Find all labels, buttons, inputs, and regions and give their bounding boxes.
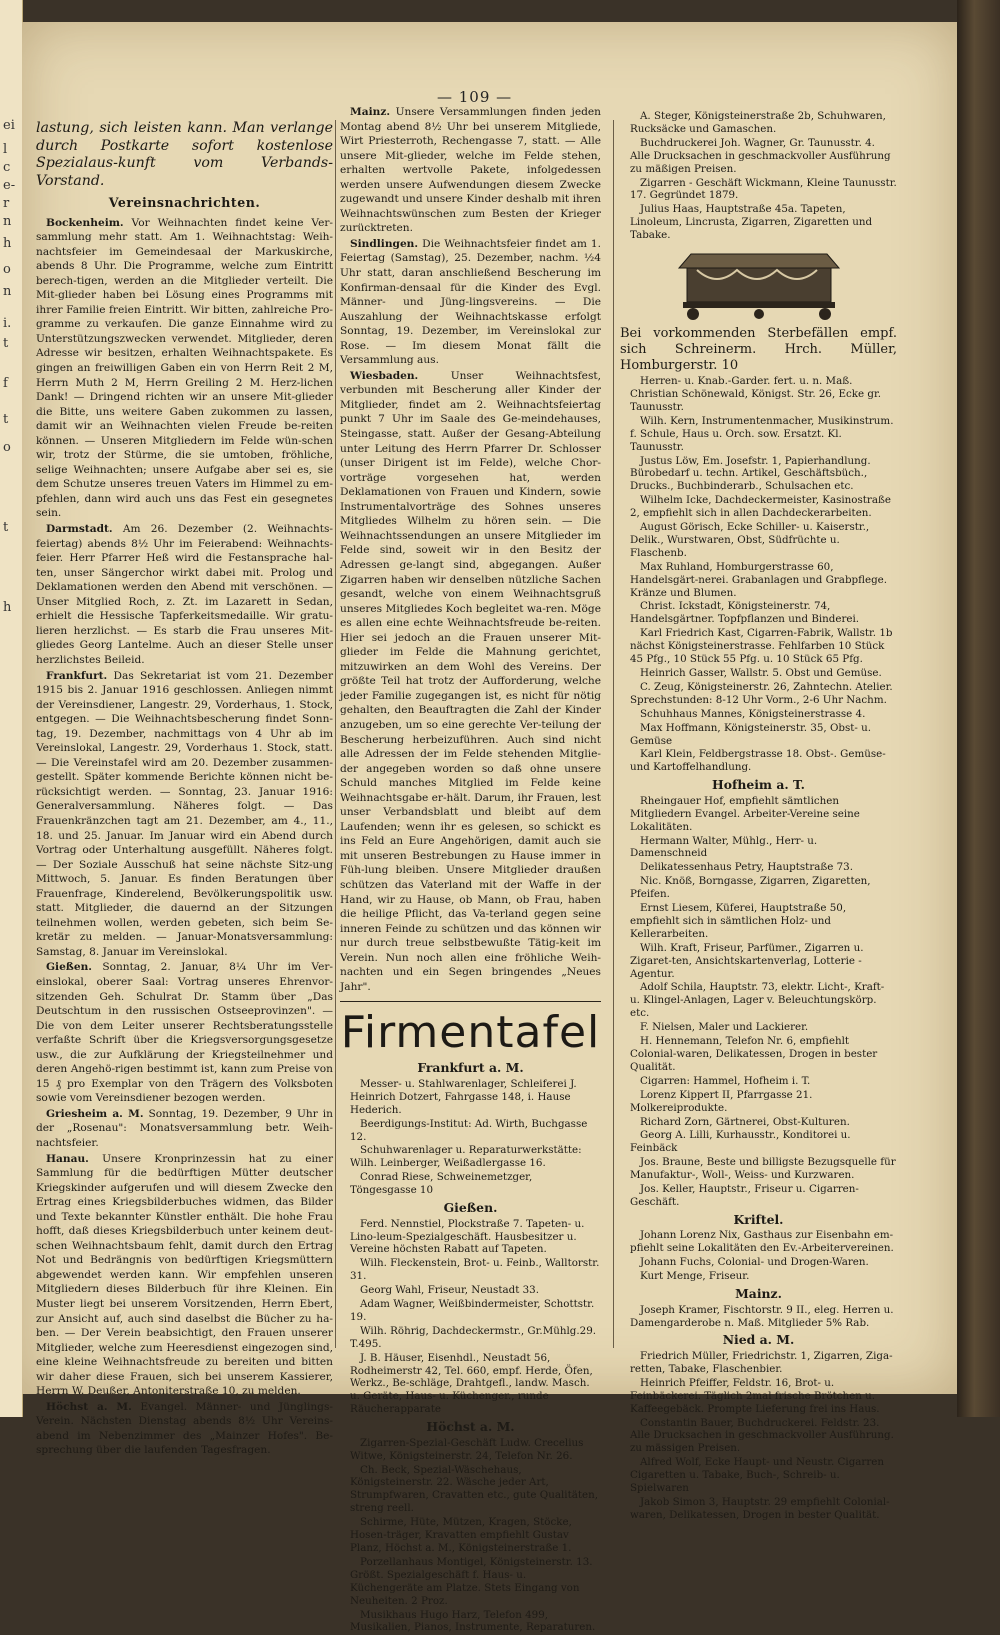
- advertisement: Kurt Menge, Friseur.: [640, 1270, 750, 1283]
- advertisement: Friedrich Müller, Friedrichstr. 1, Zigarren, Ziga-retten, Tabake, Flaschenbier.: [630, 1349, 893, 1375]
- advertisement: Joseph Kramer, Fischtorstr. 9 II., eleg. Herren u. Damengarderobe n. Maß. Mitglieder 5% Rab.: [630, 1303, 894, 1329]
- advertisement: Beerdigungs-Institut: Ad. Wirth, Buchgasse 12.: [350, 1117, 588, 1143]
- advertisement: Jos. Keller, Hauptstr., Friseur u. Cigarren-Geschäft.: [630, 1183, 859, 1208]
- advertisement: Heinrich Pfeiffer, Feldstr. 16, Brot- u. Feinbäckerei. Täglich 2mal frische Brötchen u. Kaffeegebäck. Prompte Lieferung frei ins Haus.: [630, 1376, 880, 1415]
- advertisement: Heinrich Gasser, Wallstr. 5. Obst und Gemüse.: [640, 667, 882, 679]
- advertisement: Jos. Braune, Beste und billigste Bezugsquelle für Manufaktur-, Woll-, Weiss- und Kurzwaren.: [630, 1156, 896, 1182]
- newspaper-page: [22, 22, 957, 1634]
- column-divider: [613, 120, 614, 1348]
- article-text: Die Weihnachtsfeier findet am 1. Feiertag (Samstag), 25. Dezember, nachm. ½4 Uhr statt, daran anschließend Bescherung im Konfirman-densaal für die Kinder des Evgl. Männer- und Jüng-lingsvereins. — Die Auszahlung der Weihnachtskasse erfolgt Sonntag, 19. Dezember, im Vereinslokal zur Rose. — Im diesem Monat fällt die Versammlung aus.: [340, 237, 602, 367]
- article-text: Evangel. Männer- und Jünglings-Verein. Nächsten Dienstag abends 8½ Uhr Vereins-abend im Nebenzimmer des „Mainzer Hofes". Be-sprechung über die laufenden Tagesfragen.: [36, 1400, 333, 1457]
- article-paragraph: [340, 105, 601, 236]
- advertisement: A. Steger, Königsteinerstraße 2b, Schuhwaren, Rucksäcke und Gamaschen.: [630, 110, 886, 135]
- article-paragraph: [36, 1152, 333, 1399]
- advertisement-city-heading: Gießen.: [443, 1200, 498, 1216]
- advertisement: Alfred Wolf, Ecke Haupt- und Neustr. Cigarren Cigaretten u. Tabake, Buch-, Schreib- u. Spielwaren: [630, 1456, 885, 1495]
- advertisement: Wilhelm Icke, Dachdeckermeister, Kasinostraße 2, empfiehlt sich in allen Dachdeckerarbeiten.: [630, 494, 891, 520]
- advertisement: Wilh. Kern, Instrumentenmacher, Musikinstrum. f. Schule, Haus u. Orch. sow. Ersatzt. Kl. Taunusstr.: [630, 414, 894, 453]
- advertisement-city-heading: Kriftel.: [733, 1211, 784, 1227]
- advertisement: Nic. Knöß, Borngasse, Zigarren, Zigaretten, Pfeifen.: [630, 875, 871, 901]
- advertisement: Adam Wagner, Weißbindermeister, Schottstr. 19.: [350, 1298, 595, 1323]
- edge-character: t: [3, 412, 9, 427]
- advertisement: Justus Löw, Em. Josefstr. 1, Papierhandlung. Bürobedarf u. techn. Artikel, Geschäftsbüch., Drucks., Buchbinderarb., Schulsachen etc.: [630, 454, 871, 493]
- article-city: Wiesbaden.: [350, 369, 419, 382]
- article-paragraph: [36, 216, 333, 521]
- edge-character: n: [3, 284, 12, 299]
- book-binding: [957, 0, 1000, 1417]
- advertisement: Wilh. Fleckenstein, Brot- u. Feinb., Walltorstr. 31.: [350, 1257, 600, 1283]
- edge-character: l: [3, 142, 8, 157]
- edge-character: t: [3, 520, 9, 535]
- article-city: Höchst a. M.: [46, 1400, 132, 1413]
- edge-character: n: [3, 214, 12, 229]
- advertisement-list: [620, 778, 897, 1522]
- coffin-illustration: [669, 246, 849, 324]
- article-paragraph: [340, 369, 601, 995]
- column-divider: [335, 120, 336, 1348]
- article-paragraph: [340, 237, 601, 368]
- article-text: Vor Weihnachten findet keine Ver-sammlung mehr statt. Am 1. Weihnachtstag: Weih-nachtsfeier im Gemeindesaal der Markuskirche, abends 8 Uhr. Die Programme, welche zum Eintritt berech-tigen, werden an die Mitglieder verteilt. Die Mit-glieder haben bei Lösung eines Programms mit ihrer Familie freien Eintritt. Wir bitten, zahlreiche Pro-gramme zu verkaufen. Die ganze Einnahme wird zu Unterstützungszwecken verwendet. Mitglieder, deren Adresse wir besitzen, erhalten Weihnachtspakete. Es gingen an freiwilligen Gaben ein von Herrn Reit 2 M, Herrn Muth 2 M, Herrn Greiling 2 M. Herz-lichen Dank! — Dringend richten wir an unsere Mit-glieder die Bitte, uns weitere Gaben zukommen zu lassen, damit wir an Weihnachten vielen Freude be-reiten können. — Unseren Mitgliedern im Felde wün-schen wir, trotz der Stürme, die sie umtoben, fröhliche, selige Weihnachten; unsere Aufgabe aber sei es, sie dem Schutze unseres treuen Vaters im Himmel zu em-pfehlen, dann wird auch uns das Fest ein gesegnetes sein.: [36, 216, 334, 520]
- article-text: Am 26. Dezember (2. Weihnachts-feiertag) abends 8½ Uhr im Feierabend: Weihnachts-feier. Herr Pfarrer Heß wird die Festansprache hal-ten, unser Sängerchor wirkt dabei mit. Prolog und Deklamationen werden den Abend mit verschönen. — Unser Mitglied Roch, z. Zt. im Lazarett in Sedan, erhielt die Hessische Tapferkeitsmedaille. Wir gratu-lieren herzlichst. — Es starb die Frau unseres Mit-gliedes Georg Lantelme. Auch an dieser Stelle unser herzlichstes Beileid.: [36, 523, 334, 666]
- article-text: Sonntag, 19. Dezember, 9 Uhr in der „Rosenau": Monatsversammlung betr. Weih-nachtsfeier.: [36, 1107, 333, 1149]
- advertisement: Johann Fuchs, Colonial- und Drogen-Waren.: [640, 1256, 869, 1269]
- article-text: Unser Weihnachtsfest, verbunden mit Bescherung aller Kinder der Mitglieder, findet am 2. Weihnachtsfeiertag punkt 7 Uhr im Saale des Ge-meindehauses, Steingasse, statt. Außer der Gesang-Abteilung unter Leitung des Herrn Pfarrer Dr. Schlosser (unser Dirigent ist im Felde), welche Chor-vorträge vorgesehen hat, werden Deklamationen von Frauen und Kindern, sowie Instrumentalvorträge des Sohnes unseres Mitgliedes Wilhelm zu hören sein. — Die Weihnachtssendungen an unsere Mitglieder im Felde sind, soweit wir in den Besitz der Adressen ge-langt sind, abgegangen. Außer Zigarren haben wir denselben nützliche Sachen gesandt, welche von einem Weihnachtsgruß unseres Mitgliedes Koch begleitet wa-ren. Möge es allen eine echte Weihnachtsfreude be-reiten. Hier sei jedoch an die Frauen unserer Mit-glieder im Felde die Mahnung gerichtet, mitzuwirken an dem Wohl des Vereins. Der größte Teil hat trotz der Aufforderung, welche jeder Familie zugegangen ist, es nicht für nötig gehalten, den Beauftragten die Zahl der Kinder anzugeben, um so eine gerechte Ver-teilung der Bescherung herbeizuführen. Auch sind nicht alle Adressen der im Felde stehenden Mitglie-der angegeben worden so daß ohne unsere Schuld manches Mitglied im Felde keine Weihnachtsgabe er-hält. Darum, ihr Frauen, lest unser Verbandsblatt und bleibt auf dem Laufenden; wenn ihr es gelesen, so schickt es ins Feld an Eure Angehörigen, damit auch sie mit unseren Bestrebungen zu Hause immer in Füh-lung bleiben. Unsere Mitglieder draußen schützen das Vaterland mit der Waffe in der Hand, wir zu Hause, ob Mann, ob Frau, haben die heilige Pflicht, das Va-terland gegen seine inneren Feinde zu schützen und das können wir nur durch treue selbstbewußte Tätig-keit im Verein. Nun noch allen eine fröhliche Weih-nachten und ein Segen bringendes „Neues Jahr".: [340, 369, 602, 993]
- article-paragraph: [36, 960, 333, 1105]
- section-heading: Vereinsnachrichten.: [108, 195, 261, 210]
- article-text: Sonntag, 2. Januar, 8¼ Uhr im Ver-einslokal, oberer Saal: Vortrag unseres Ehrenvor-sitzenden Geh. Schulrat Dr. Stamm über „Das Deutschtum in den russischen Ostseeprovinzen". — Die von dem Leiter unserer Rechtsberatungsstelle verfaßte Schrift über die Kriegsversorgungsgesetze usw., die zur Aufklärung der Kriegsteilnehmer und deren Angehö-rigen bestimmt ist, kann zum Preise von 15 ₰ pro Exemplar von den Trägern des Volksboten sowie vom Vereinsdiener bezogen werden.: [36, 961, 333, 1105]
- sterbe-notice: Bei vorkommenden Sterbefällen empf. sich Schreinerm. Hrch. Müller, Homburgerstr. 10: [620, 326, 897, 374]
- edge-character: h: [3, 236, 12, 251]
- advertisement: Richard Zorn, Gärtnerei, Obst-Kulturen.: [640, 1115, 850, 1128]
- advertisement: Delikatessenhaus Petry, Hauptstraße 73.: [640, 861, 853, 874]
- article-text: Unsere Versammlungen finden jeden Montag abend 8½ Uhr bei unserem Mitgliede, Wirt Priesterroth, Rechengasse 7, statt. — Alle unsere Mit-glieder, welche im Felde stehen, erhalten wertvolle Pakete, infolgedessen werden unsere Aufwendungen diesem Zwecke zugewandt und unsere Kinder deshalb mit ihren Weihnachtswünschen zum Besten der Krieger zurücktreten.: [340, 106, 601, 235]
- article-paragraph: [36, 522, 333, 667]
- advertisement: Lorenz Kippert II, Pfarrgasse 21. Molkereiprodukte.: [630, 1088, 813, 1114]
- edge-character: ei: [3, 118, 15, 133]
- advertisement-list: [340, 1061, 601, 1634]
- article-city: Mainz.: [350, 106, 391, 118]
- advertisement: Wilh. Kraft, Friseur, Parfümer., Zigarren u. Zigaret-ten, Ansichtskartenverlag, Lotterie - Agentur.: [630, 941, 864, 980]
- advertisement: Georg A. Lilli, Kurhausstr., Konditorei u. Feinbäck: [630, 1129, 851, 1155]
- advertisement: Ferd. Nennstiel, Plockstraße 7. Tapeten- u. Lino-leum-Spezialgeschäft. Hausbesitzer u. Vereine höchsten Rabatt auf Tapeten.: [350, 1217, 585, 1256]
- advertisement: Christ. Ickstadt, Königsteinerstr. 74, Handelsgärtner. Topfpflanzen und Binderei.: [630, 600, 860, 626]
- edge-character: f: [3, 376, 8, 391]
- advertisement: Hermann Walter, Mühlg., Herr- u. Damenschneid: [630, 834, 818, 860]
- left-page-edge: [0, 0, 23, 1417]
- edge-character: c: [3, 160, 11, 175]
- advertisement: Schuhwarenlager u. Reparaturwerkstätte: Wilh. Leinberger, Weißadlergasse 16.: [350, 1144, 582, 1170]
- article-city: Bockenheim.: [46, 216, 124, 229]
- advertisement: Zigarren - Geschäft Wickmann, Kleine Taunusstr. 17. Gegründet 1879.: [630, 176, 897, 202]
- article-text: Unsere Kronprinzessin hat zu einer Sammlung für die bedürftigen Mütter deutscher Kriegskinder aufgerufen und will diesem Zwecke den Ertrag eines Kriegsbilderbuches widmen, das Bilder und Texte bekannter Künstler enthält. Die hohe Frau hofft, daß dieses Kriegsbilderbuch unter keinem deut-schen Weihnachtsbaum fehlt, damit durch den Ertrag Not und Bedrängnis von bedürftigen Kriegsmüttern abgewendet werden kann. Wir empfehlen unseren Mitgliedern dieses Bilderbuch für ihre Kleinen. Ein Muster liegt bei unserem Vorsitzenden, Herrn Ebert, zur Ansicht auf, auch sind daselbst die Bücher zu ha-ben. — Der Verein beabsichtigt, den Frauen unserer Mitglieder, welche zum Heeresdienst eingezogen sind, eine kleine Weihnachtsfreude zu bereiten und bitten wir daher diese Frauen, sich bei unserem Kassierer, Herrn W. Deußer, Antoniterstraße 10, zu melden.: [36, 1152, 334, 1398]
- advertisement: Herren- u. Knab.-Garder. fert. u. n. Maß. Christian Schönewald, Königst. Str. 26, Ecke gr. Taunusstr.: [630, 375, 882, 413]
- article-city: Darmstadt.: [46, 523, 113, 536]
- edge-character: r: [3, 196, 10, 211]
- advertisement: Constantin Bauer, Buchdruckerei. Feldstr. 23. Alle Drucksachen in geschmackvoller Ausführung. zu mässigen Preisen.: [630, 1416, 894, 1455]
- advertisement-city-heading: Hofheim a. T.: [712, 777, 805, 793]
- advertisement: Messer- u. Stahlwarenlager, Schleiferei J. Heinrich Dotzert, Fahrgasse 148, i. Hause Hederich.: [350, 1077, 577, 1116]
- advertisement: Adolf Schila, Hauptstr. 73, elektr. Licht-, Kraft- u. Klingel-Anlagen, Lager v. Beleuchtungskörp. etc.: [630, 981, 885, 1020]
- advertisement: Porzellanhaus Montigel, Königsteinerstr. 13. Größt. Spezialgeschäft f. Haus- u. Küchengeräte am Platze. Stets Eingang von Neuheiten. 2 Proz.: [350, 1555, 593, 1607]
- advertisement: C. Zeug, Königsteinerstr. 26, Zahntechn. Atelier. Sprechstunden: 8-12 Uhr Vorm., 2-6 Uhr Nachm.: [630, 680, 893, 706]
- article-city: Griesheim a. M.: [46, 1107, 144, 1120]
- edge-character: i.: [3, 316, 12, 331]
- advertisement: Zigarren-Spezial-Geschäft Ludw. Crecelius Witwe, Königsteinerstr. 24, Telefon Nr. 26.: [350, 1436, 584, 1462]
- article-list: [340, 105, 601, 994]
- article-list: [36, 216, 333, 1458]
- advertisement: August Görisch, Ecke Schiller- u. Kaiserstr., Delik., Wurstwaren, Obst, Südfrüchte u. Flaschenb.: [630, 521, 870, 559]
- page-number: — 109 —: [437, 88, 513, 106]
- advertisement-city-heading: Höchst a. M.: [426, 1419, 515, 1435]
- advertisement-city-heading: Frankfurt a. M.: [417, 1060, 524, 1076]
- article-paragraph: [36, 669, 333, 960]
- advertisement: Jakob Simon 3, Hauptstr. 29 empfiehlt Colonial-waren, Delikatessen, Drogen in bester Qualität.: [630, 1495, 890, 1521]
- edge-character: e-: [3, 178, 16, 193]
- middle-column: [340, 105, 601, 1635]
- edge-character: o: [3, 440, 11, 455]
- advertisement: J. B. Häuser, Eisenhdl., Neustadt 56, Rodheimerstr 42, Tel. 660, empf. Herde, Öfen, Werkz., Be-schläge, Drahtgefl., landw. Masch. u. Geräte, Haus- u. Küchenger., runde Räucherapparate: [350, 1351, 593, 1416]
- edge-character: t: [3, 336, 9, 351]
- advertisement: Ernst Liesem, Küferei, Hauptstraße 50, empfiehlt sich in sämtlichen Holz- und Kellerarbeiten.: [630, 902, 847, 940]
- lead-text: lastung, sich leisten kann. Man verlange durch Postkarte sofort kostenlose Spezialaus-kunft vom Verbands-Vorstand.: [36, 120, 333, 189]
- article-city: Hanau.: [46, 1152, 89, 1165]
- advertisement: H. Hennemann, Telefon Nr. 6, empfiehlt Colonial-waren, Delikatessen, Drogen in bester Qualität.: [630, 1035, 878, 1073]
- advertisement: Cigarren: Hammel, Hofheim i. T.: [640, 1074, 811, 1087]
- advertisement: Georg Wahl, Friseur, Neustadt 33.: [360, 1284, 539, 1297]
- article-city: Sindlingen.: [350, 237, 419, 250]
- advertisement: Ch. Beck, Spezial-Wäschehaus, Königsteinerstr. 22. Wäsche jeder Art, Strumpfwaren, Cravatten etc., gute Qualitäten, streng reell.: [350, 1463, 598, 1515]
- advertisement: Musikhaus Hugo Harz, Telefon 499, Musikalien, Pianos, Instrumente, Reparaturen.: [350, 1608, 596, 1634]
- advertisement: Schuhhaus Mannes, Königsteinerstrasse 4.: [640, 707, 866, 720]
- advertisement: Wilh. Röhrig, Dachdeckermstr., Gr.Mühlg.29. T.495.: [350, 1324, 597, 1350]
- article-paragraph: [36, 1107, 333, 1151]
- firmentafel-heading: Firmentafel: [340, 1007, 601, 1059]
- left-column: [36, 120, 333, 1459]
- advertisement: Johann Lorenz Nix, Gasthaus zur Eisenbahn em-pfiehlt seine Lokalitäten den Ev.-Arbeitervereinen.: [630, 1229, 894, 1255]
- advertisement: Max Hoffmann, Königsteinerstr. 35, Obst- u. Gemüse: [630, 721, 872, 747]
- advertisement: Karl Klein, Feldbergstrasse 18. Obst-. Gemüse- und Kartoffelhandlung.: [630, 748, 886, 774]
- divider: [340, 1001, 601, 1002]
- advertisement-list: [620, 375, 897, 774]
- article-city: Frankfurt.: [46, 669, 108, 682]
- advertisement-city-heading: Nied a. M.: [722, 1332, 795, 1348]
- edge-character: o: [3, 262, 11, 277]
- article-city: Gießen.: [46, 961, 92, 974]
- edge-character: h: [3, 600, 12, 615]
- article-text: Das Sekretariat ist vom 21. Dezember 1915 bis 2. Januar 1916 geschlossen. Anliegen nimmt der Vereinsdiener, Langestr. 29, Vorderhaus, 1. Stock, entgegen. — Die Weihnachtsbescherung findet Sonn-tag, 19. Dezember, nachmittags von 4 Uhr ab im Vereinslokal, Langestr. 29, Vorderhaus 1. Stock, statt. — Die Vereinstafel wird am 20. Dezember zusammen-gestellt. Später kommende Berichte können nicht be-rücksichtigt werden. — Sonntag, 23. Januar 1916: Generalversammlung. Näheres folgt. — Das Frauenkränzchen tagt am 21. Dezember, am 4., 11., 18. und 25. Januar. Im Januar wird ein Abend durch Vortrag oder Unterhaltung ausgefüllt. Näheres folgt. — Der Soziale Ausschuß hat seine nächste Sitz-ung Mittwoch, 5. Januar. Es finden Beratungen über Frauenfrage, Kinderelend, Bevölkerungspolitik usw. statt. Mitglieder, die dauernd an der Sitzungen teilnehmen wollen, werden gebeten, sich beim Se-kretär zu melden. — Januar-Monatsversammlung: Samstag, 8. Januar im Vereinslokal.: [36, 669, 334, 958]
- advertisement: Buchdruckerei Joh. Wagner, Gr. Taunusstr. 4. Alle Drucksachen in geschmackvoller Ausführung zu mäßigen Preisen.: [630, 136, 891, 175]
- advertisement: Karl Friedrich Kast, Cigarren-Fabrik, Wallstr. 1b nächst Königsteinerstrasse. Fehlfarben 10 Stück 45 Pfg., 10 Stück 55 Pfg. u. 10 Stück 65 Pfg.: [630, 627, 893, 666]
- advertisement: Rheingauer Hof, empfiehlt sämtlichen Mitgliedern Evangel. Arbeiter-Vereine seine Lokalitäten.: [630, 794, 860, 833]
- right-column: [620, 110, 897, 1523]
- advertisement: Conrad Riese, Schweinemetzger, Töngesgasse 10: [350, 1171, 533, 1197]
- advertisement-list: [620, 110, 897, 242]
- article-paragraph: [36, 1400, 333, 1458]
- advertisement: Schirme, Hüte, Mützen, Kragen, Stöcke, Hosen-träger, Kravatten empfiehlt Gustav Planz, Höchst a. M., Königsteinerstraße 1.: [350, 1516, 572, 1554]
- advertisement: Max Ruhland, Homburgerstrasse 60, Handelsgärt-nerei. Grabanlagen und Grabpflege. Kränze und Blumen.: [630, 560, 888, 599]
- advertisement-city-heading: Mainz.: [735, 1286, 782, 1302]
- advertisement: F. Nielsen, Maler und Lackierer.: [640, 1021, 809, 1034]
- advertisement: Julius Haas, Hauptstraße 45a. Tapeten, Linoleum, Lincrusta, Zigarren, Zigaretten und Tabake.: [630, 203, 873, 242]
